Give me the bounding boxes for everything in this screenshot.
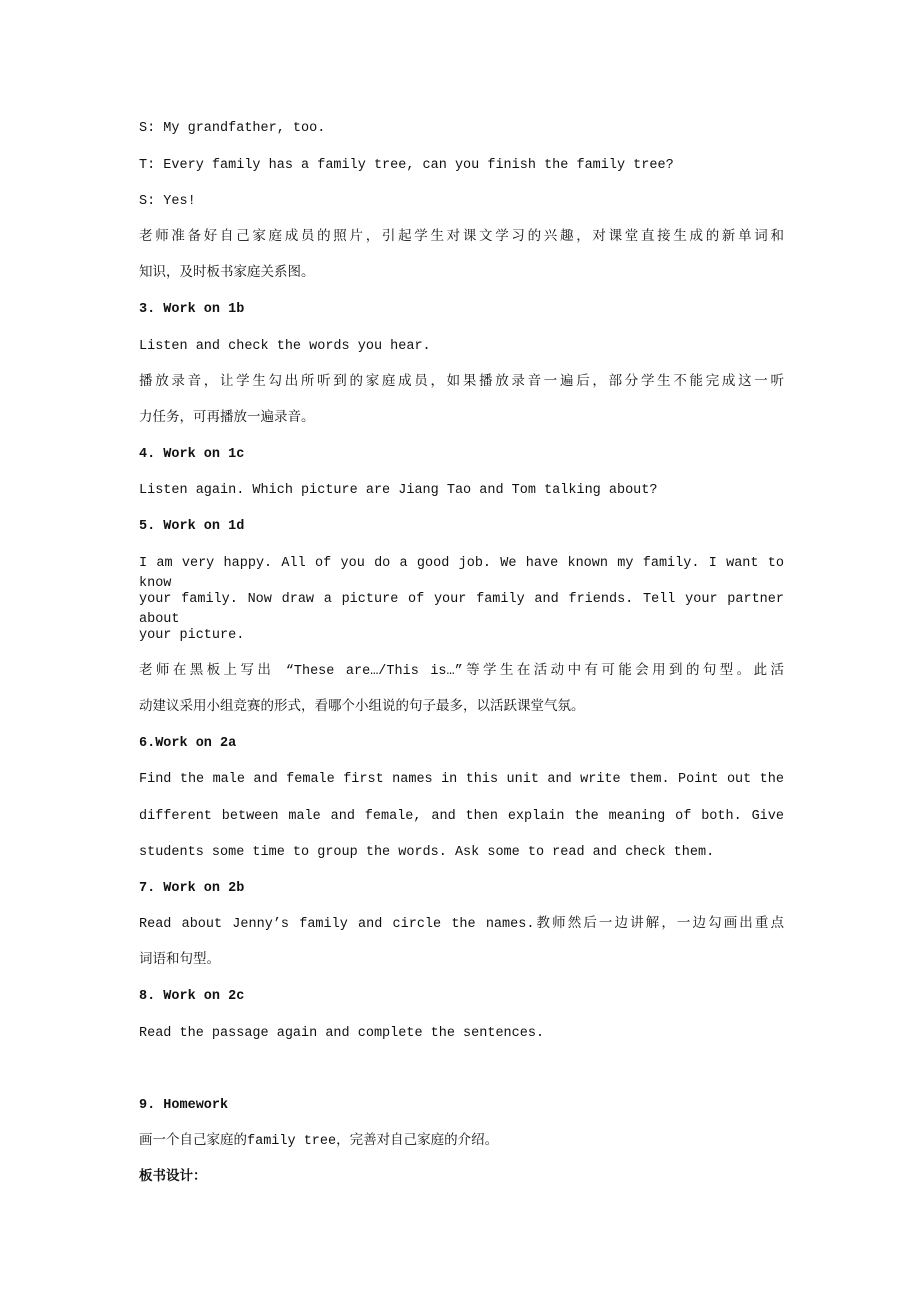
paragraph-line: Listen again. Which picture are Jiang Tao and Tom talking about?	[139, 483, 658, 498]
paragraph-line: I am very happy. All of you do a good job. We have known my family. I want to know	[139, 556, 784, 591]
section-heading: 4. Work on 1c	[139, 447, 245, 462]
section-heading: 8. Work on 2c	[139, 989, 245, 1004]
paragraph-line: your picture.	[139, 628, 245, 643]
paragraph-line: 词语和句型。	[139, 953, 220, 968]
paragraph-line: 画一个自己家庭的family tree，完善对自己家庭的介绍。	[139, 1134, 499, 1149]
paragraph-line: 动建议采用小组竞赛的形式，看哪个小组说的句子最多，以活跃课堂气氛。	[139, 700, 585, 715]
section-heading: 3. Work on 1b	[139, 302, 245, 317]
paragraph-line: different between male and female, and then explain the meaning of both. Give	[139, 809, 784, 824]
paragraph-line: Listen and check the words you hear.	[139, 339, 431, 354]
paragraph-line: students some time to group the words. Ask some to read and check them.	[139, 845, 715, 860]
paragraph-line: Read about Jenny’s family and circle the names.教师然后一边讲解，一边勾画出重点	[139, 917, 784, 932]
section-heading: 板书设计：	[139, 1170, 207, 1185]
section-heading: 9. Homework	[139, 1098, 229, 1113]
section-heading: 6.Work on 2a	[139, 736, 237, 751]
section-heading: 7. Work on 2b	[139, 881, 245, 896]
paragraph-line: S: My grandfather, too.	[139, 121, 326, 136]
paragraph-line: 播放录音，让学生勾出所听到的家庭成员，如果播放录音一遍后，部分学生不能完成这一听	[139, 375, 784, 390]
paragraph-line: S: Yes!	[139, 194, 196, 209]
paragraph-line: 老师在黑板上写出 “These are…/This is…”等学生在活动中有可能会用到的句型。此活	[139, 664, 784, 679]
paragraph-line: your family. Now draw a picture of your family and friends. Tell your partner about	[139, 592, 784, 627]
paragraph-line: 知识，及时板书家庭关系图。	[139, 266, 315, 281]
section-heading: 5. Work on 1d	[139, 519, 245, 534]
paragraph-line: 老师准备好自己家庭成员的照片，引起学生对课文学习的兴趣，对课堂直接生成的新单词和	[139, 230, 784, 245]
paragraph-line: 力任务，可再播放一遍录音。	[139, 411, 315, 426]
paragraph-line: Read the passage again and complete the sentences.	[139, 1026, 545, 1041]
paragraph-line: T: Every family has a family tree, can you finish the family tree?	[139, 158, 674, 173]
paragraph-line: Find the male and female first names in this unit and write them. Point out the	[139, 772, 784, 787]
